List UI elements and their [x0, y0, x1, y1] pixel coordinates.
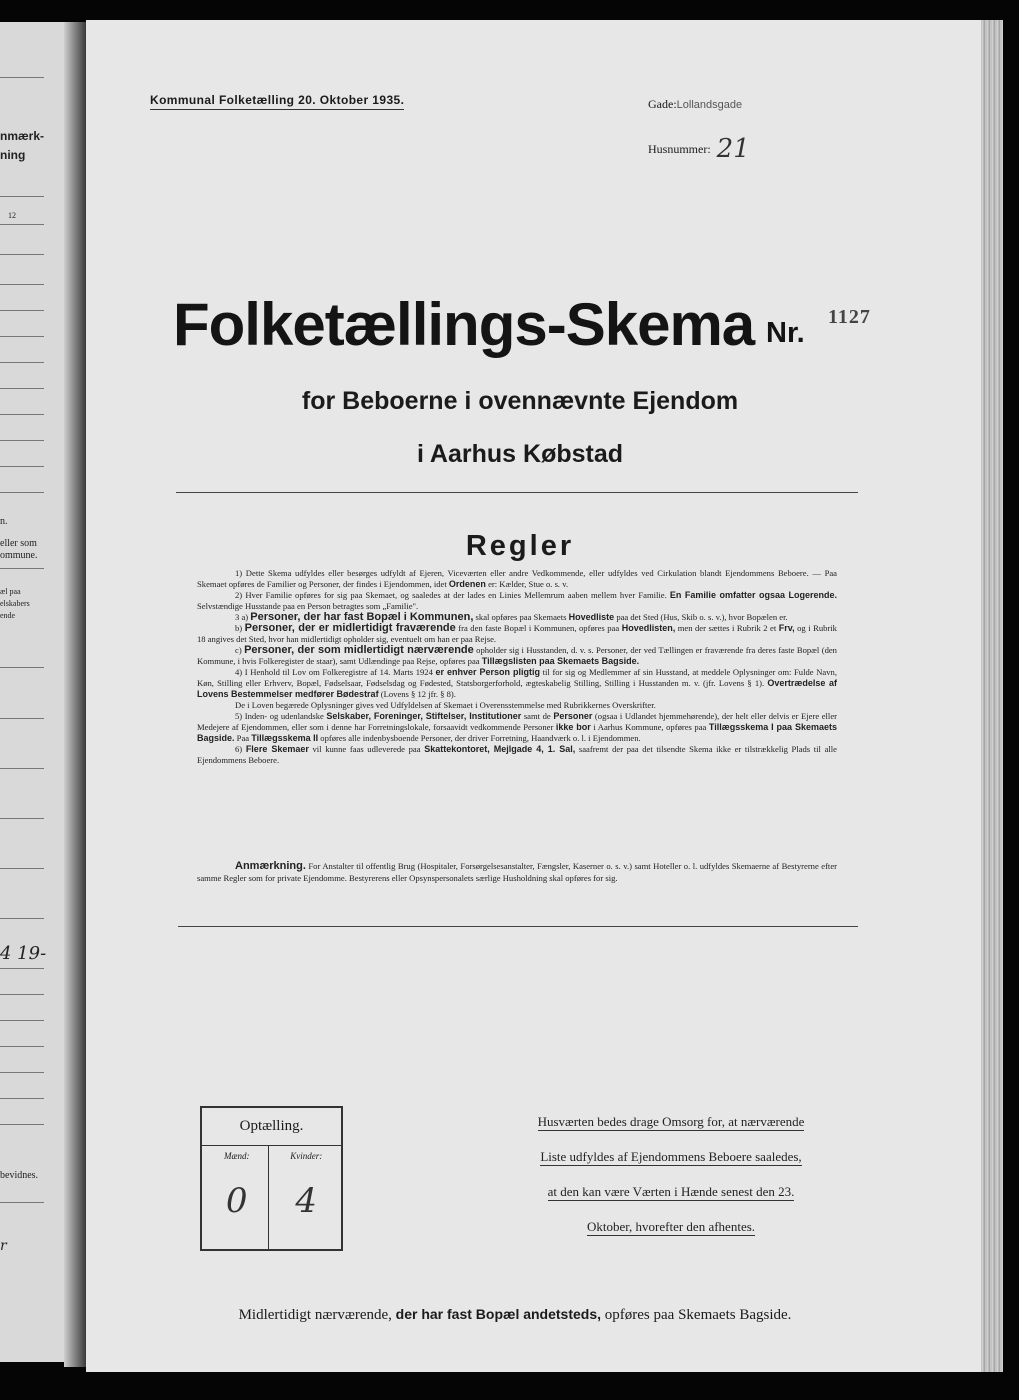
divider: [178, 926, 858, 927]
rule-1: 1) Dette Skema udfyldes eller besørges udfyldt af Ejeren, Viceværten eller andre Vedkommende, eller udfyldes ved Cirkulation blandt Ejendommens Beboere. — Paa Skemaet opføres de Familier og Personer, der findes i Ejendommen, idet Ordenen er: Kælder, Stue o. s. v.: [197, 568, 837, 589]
divider: [176, 492, 858, 493]
rule-3c: c) Personer, der som midlertidigt nærværende opholder sig i Husstanden, d. v. s. Personer, der ved Tællingen er fraværende fra deres faste Bopæl (den Kommune, i hvis Folkeregister de staar), samt Udlændinge paa Rejse, opføres paa Tillægslisten paa Skemaets Bagside.: [197, 644, 837, 666]
book-gutter: [64, 22, 86, 1367]
street-field: [648, 97, 742, 112]
form-number-label: Nr.: [766, 317, 805, 349]
count-box-values: [202, 1166, 341, 1251]
count-box-header: [202, 1146, 341, 1166]
rule-6: 6) Flere Skemaer vil kunne faas udleverede paa Skattekontoret, Mejlgade 4, 1. Sal, saafremt der paa det tilsendte Skema ikke er tilstrækkelig Plads til alle Ejendommens Beboere.: [197, 744, 837, 765]
left-text: ommune.: [0, 550, 38, 561]
left-text: 12: [8, 211, 16, 220]
left-text: bevidnes.: [0, 1170, 39, 1181]
rule-line: [0, 1020, 44, 1021]
rule-line: [0, 492, 44, 493]
rule-line: [0, 818, 44, 819]
rule-4b: De i Loven begærede Oplysninger gives ved Udfyldelsen af Skemaet i Overensstemmelse med Rubrikkernes Overskrifter.: [235, 700, 656, 710]
rule-line: [0, 440, 44, 441]
rule-2: 2) Hver Familie opføres for sig paa Skemaet, og saaledes at der lades en Linies Mellemrum aaben mellem hver Familie. En Familie omfatter ogsaa Logerende. Selvstændige Husstande paa en Person betragtes som „Familie".: [197, 590, 837, 611]
rule-line: [0, 1046, 44, 1047]
rule-line: [0, 1202, 44, 1203]
remark-body: For Anstalter til offentlig Brug (Hospitaler, Forsørgelsesanstalter, Fængsler, Kaserner o. s. v.) samt Hoteller o. l. udfyldes Skemaerne af Bestyrerne efter samme Regler som for private Ejendomme. Bestyrerens eller Opsynspersonalets særlige Husholdning skal opføres for sig.: [197, 861, 838, 883]
rule-line: [0, 77, 44, 78]
rule-4: 4) I Henhold til Lov om Folkeregistre af 14. Marts 1924 er enhver Person pligtig til for sig og Medlemmer af sin Husstand, at meddele Oplysninger om: Fulde Navn, Køn, Stilling eller Erhverv, Bopæl, Fødselsaar, Fødselsdag og Fødested, Statsborgerforhold, ægteskabelig Stilling, Stilling i Husstanden m. v. (jfr. Lovens § 1). Overtrædelse af Lovens Bestemmelser medfører Bødestraf (Lovens § 12 jfr. § 8).: [197, 667, 837, 699]
rule-line: [0, 362, 44, 363]
count-box-column-divider: [268, 1146, 269, 1251]
remark-label: Anmærkning.: [235, 860, 306, 872]
left-text: nmærk-: [0, 129, 45, 143]
rules-text: [197, 568, 837, 766]
remark-text: [197, 860, 837, 884]
rule-line: [0, 718, 44, 719]
rule-5: 5) Inden- og udenlandske Selskaber, Foreninger, Stiftelser, Institutioner samt de Personer (ogsaa i Udlandet hjemmehørende), der helt eller delvis er Ejere eller Medejere af Ejendommen, eller som i denne har Forretningslokale, forsaavidt vedkommende Personer ikke bor i Aarhus Kommune, opføres paa Tillægsskema I paa Skemaets Bagside. Paa Tillægsskema II opføres alle indenbysboende Personer, der driver Forretning, Haandværk o. l. i Ejendommen.: [197, 711, 837, 743]
rule-line: [0, 336, 44, 337]
house-number-value: 21: [716, 134, 750, 164]
left-text: eller som: [0, 538, 37, 549]
house-number-label: Husnummer:: [648, 142, 711, 156]
rule-line: [0, 1124, 44, 1125]
rule-line: [0, 768, 44, 769]
rule-line: [0, 254, 44, 255]
notice-line: Husværten bedes drage Omsorg for, at nærværende: [537, 1114, 805, 1129]
rule-line: [0, 868, 44, 869]
left-text: ende: [0, 611, 16, 620]
rule-line: [0, 1098, 44, 1099]
form-number-value: 1127: [828, 306, 871, 328]
left-text: n.: [0, 516, 8, 527]
rule-line: [0, 994, 44, 995]
left-handwriting: r: [0, 1238, 7, 1254]
rule-line: [0, 918, 44, 919]
rule-line: [0, 414, 44, 415]
notice-line: Liste udfyldes af Ejendommens Beboere saaledes,: [540, 1149, 802, 1164]
rule-line: [0, 224, 44, 225]
page-edge-stack: [981, 20, 1003, 1372]
count-box-title: Optælling.: [202, 1108, 341, 1146]
rule-line: [0, 568, 44, 569]
footer-note: Midlertidigt nærværende, der har fast Bopæl andetsteds, opføres paa Skemaets Bagside.: [238, 1306, 792, 1323]
form-title: Folketællings-Skema: [173, 291, 755, 358]
rule-3a: 3 a) Personer, der har fast Bopæl i Kommunen, skal opføres paa Skemaets Hovedliste paa det Sted (Hus, Skib o. s. v.), hvor Bopælen er.: [235, 611, 788, 623]
rule-line: [0, 667, 44, 668]
rule-line: [0, 310, 44, 311]
rule-line: [0, 196, 44, 197]
house-number-field: [648, 134, 750, 164]
left-handwriting: 4 19-: [0, 943, 47, 964]
left-text: elskabers: [0, 599, 30, 608]
rule-line: [0, 466, 44, 467]
rule-line: [0, 284, 44, 285]
rule-line: [0, 968, 44, 969]
census-form-page: [86, 20, 981, 1372]
left-text: æl paa: [0, 587, 21, 596]
rule-3b: b) Personer, der er midlertidigt fraværende fra den faste Bopæl i Kommunen, opføres paa Hovedlisten, men der sættes i Rubrik 2 et Frv, og i Rubrik 18 angives det Sted, hvor han midlertidigt opholder sig, eventuelt om han er paa Rejse.: [197, 622, 837, 644]
left-facing-page: [0, 22, 72, 1362]
women-count: 4: [295, 1181, 318, 1221]
notice-line: at den kan være Værten i Hænde senest den 23.: [547, 1184, 795, 1199]
rules-heading: Regler: [465, 530, 575, 562]
rule-line: [0, 1072, 44, 1073]
street-value: Lollandsgade: [676, 99, 743, 111]
women-label: Kvinder:: [290, 1151, 323, 1161]
men-label: Mænd:: [224, 1151, 250, 1161]
landlord-notice: [491, 1114, 851, 1254]
rule-line: [0, 388, 44, 389]
men-count: 0: [225, 1181, 248, 1221]
notice-line: Oktober, hvorefter den afhentes.: [586, 1219, 756, 1234]
census-header: Kommunal Folketælling 20. Oktober 1935.: [150, 93, 404, 110]
form-subtitle-city: i Aarhus Købstad: [416, 440, 624, 468]
left-text: ning: [0, 148, 26, 162]
count-box: [200, 1106, 343, 1251]
form-subtitle: for Beboerne i ovennævnte Ejendom: [301, 387, 739, 415]
street-label: Gade:: [648, 97, 677, 111]
